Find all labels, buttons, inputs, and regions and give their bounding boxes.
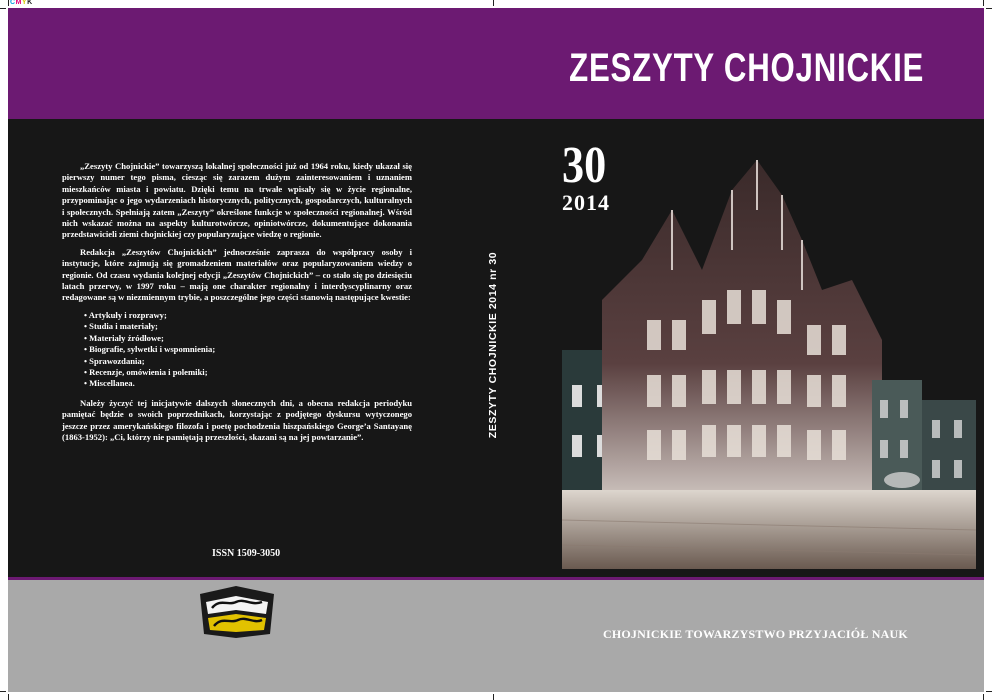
section-item: • Materiały źródłowe; [84, 333, 412, 344]
crop-mark [983, 0, 984, 6]
crop-mark [986, 8, 992, 9]
journal-title: ZESZYTY CHOJNICKIE [569, 46, 924, 90]
spine-text: ZESZYTY CHOJNICKIE 2014 nr 30 [487, 251, 499, 439]
section-item: • Recenzje, omówienia i polemiki; [84, 367, 412, 378]
issn: ISSN 1509-3050 [212, 548, 281, 559]
crop-mark [986, 691, 992, 692]
cmyk-k: K [27, 0, 33, 6]
back-paragraph-3: Należy życzyć tej inicjatywie dalszych słonecznych dni, a obecna redakcja periodyku pamiętać będzie o swoich poprzednikach, korzystając z podjętego dyskursu wytyczonego jeszcze przez amerykańskiego filozofa i poetę pochodzenia hiszpańskiego George’a Santayanę (1863-1952): „Ci, którzy nie pamiętają przeszłości, skazani są na jej powtarzanie”. [62, 397, 412, 442]
back-paragraph-1: „Zeszyty Chojnickie” towarzyszą lokalnej społeczności już od 1964 roku, kiedy ukazał się pierwszy numer tego pisma, ciesząc się zarazem dużym zainteresowaniem i uznaniem mieszkańców miasta i powiatu. Dzięki temu na trwałe wpisały się w życie regionalne, przypominając o jego wydarzeniach historycznych, politycznych, gospodarczych, kulturalnych i społecznych. Spełniają zatem „Zeszyty” określone funkcje w społeczności regionalnej. Wśród nich wskazać można na aspekty kulturotwórcze, opiniotwórcze, dokumentujące dokonania przedstawicieli ziemi chojnickiej czy popularyzujące wiedzę o regionie. [62, 161, 412, 240]
crop-mark [983, 694, 984, 700]
issue-number: 30 [562, 137, 607, 194]
crop-mark [8, 694, 9, 700]
crop-mark [0, 8, 6, 9]
back-cover-text [62, 161, 412, 449]
cmyk-print-mark [10, 0, 33, 6]
crop-mark [493, 0, 494, 6]
section-list [84, 310, 412, 390]
crop-mark [493, 694, 494, 700]
publisher-name: CHOJNICKIE TOWARZYSTWO PRZYJACIÓŁ NAUK [603, 627, 908, 641]
section-item: • Biografie, sylwetki i wspomnienia; [84, 344, 412, 355]
issue-year: 2014 [562, 190, 610, 215]
back-paragraph-2: Redakcja „Zeszytów Chojnickich” jednocześnie zaprasza do współpracy osoby i instytucje, które zajmują się gromadzeniem materiałów oraz popularyzowaniem wiedzy o regionie. Od czasu wydania kolejnej edycji „Zeszytów Chojnickich” – co stało się po dziesięciu latach przerwy, w 1997 roku – mają one charakter regionalny i interdyscyplinarny oraz redagowane są w niezmiennym trybie, a poszczególne jego części stanowią następujące kwestie: [62, 246, 412, 303]
section-item: • Artykuły i rozprawy; [84, 310, 412, 321]
cmyk-m: M [15, 0, 22, 6]
cmyk-y: Y [21, 0, 28, 6]
crop-mark [8, 0, 9, 6]
crop-mark [0, 691, 6, 692]
section-item: • Miscellanea. [84, 378, 412, 389]
section-item: • Studia i materiały; [84, 321, 412, 332]
town-hall-illustration [562, 150, 976, 569]
section-item: • Sprawozdania; [84, 356, 412, 367]
zeszyty-chojnickie-logo [196, 584, 278, 640]
cmyk-c: C [10, 0, 16, 6]
